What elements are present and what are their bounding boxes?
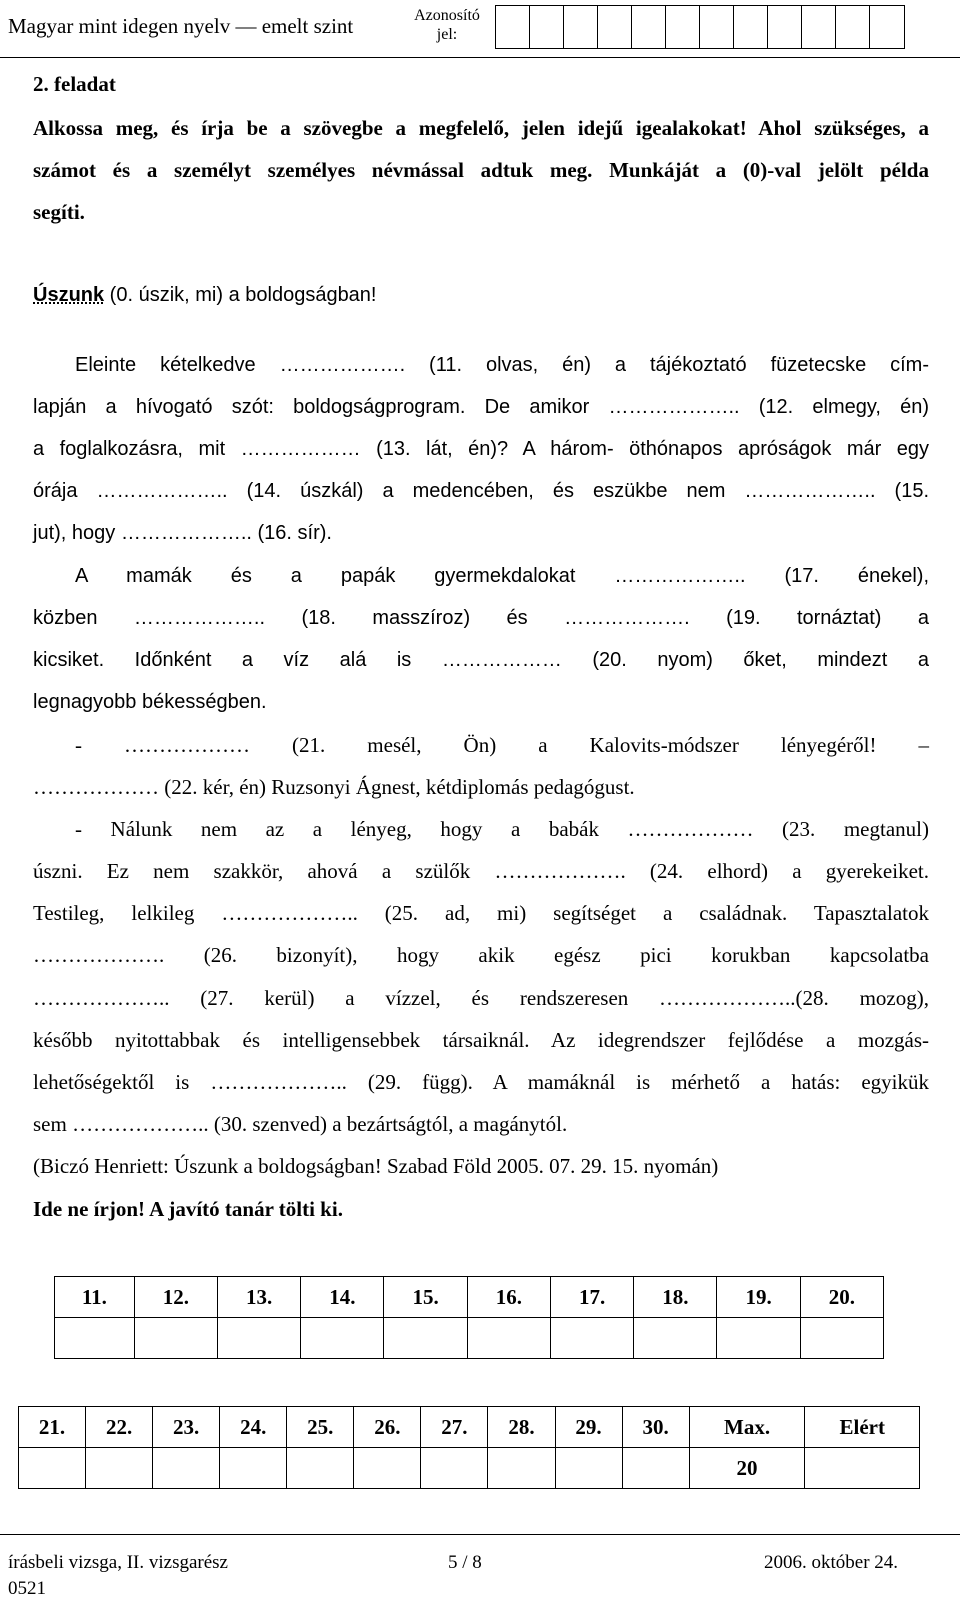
text-line-2: lapján a hívogató szót: boldogságprogram. De amikor ……………….. (12. elmegy, én) (33, 396, 929, 418)
score-input[interactable] (488, 1448, 555, 1489)
instruction-line-1: Alkossa meg, és írja be a szövegbe a megfelelő, jelen idejű igealakokat! Ahol szükséges, a (33, 116, 929, 140)
score-input[interactable] (717, 1318, 800, 1359)
dialog-line-1: - ……………… (21. mesél, Ön) a Kalovits-módszer lényegéről! – (75, 733, 929, 757)
dialog-line-7: ……………….. (27. kerül) a vízzel, és rendszeresen ………………..(28. mozog), (33, 986, 929, 1010)
score-cell: 30. (622, 1407, 689, 1448)
text-line-3: a foglalkozásra, mit ……………… (13. lát, én)? A három- öthónapos apróságok már egy (33, 438, 929, 460)
score-input[interactable] (550, 1318, 633, 1359)
achieved-points-input[interactable] (805, 1448, 920, 1489)
task-heading: 2. feladat (33, 72, 116, 96)
example-answer: Úszunk (33, 284, 105, 306)
score-input[interactable] (134, 1318, 217, 1359)
score-input[interactable] (55, 1318, 135, 1359)
score-input[interactable] (800, 1318, 883, 1359)
score-input[interactable] (220, 1448, 287, 1489)
score-table-2 (18, 1406, 920, 1489)
score-cell: 25. (287, 1407, 354, 1448)
score-cell: 17. (550, 1277, 633, 1318)
score-cell: 16. (467, 1277, 550, 1318)
text-line-1: Eleinte kételkedve ………………. (11. olvas, én) a tájékoztató füzetecske cím- (75, 354, 929, 376)
footer-divider (0, 1534, 960, 1535)
dialog-line-6: ………………. (26. bizonyít), hogy akik egész pici korukban kapcsolatba (33, 943, 929, 967)
text-line-9: legnagyobb békességben. (33, 691, 267, 713)
dialog-line-2: ……………… (22. kér, én) Ruzsonyi Ágnest, kétdiplomás pedagógust. (33, 775, 635, 799)
score-input[interactable] (86, 1448, 153, 1489)
score-cell: 22. (86, 1407, 153, 1448)
dialog-line-4: úszni. Ez nem szakkör, ahová a szülők ………………. (24. elhord) a gyerekeiket. (33, 859, 929, 883)
footer-code: 0521 (8, 1578, 46, 1599)
footer-exam-part: írásbeli vizsga, II. vizsgarész (8, 1552, 228, 1573)
source-citation: (Biczó Henriett: Úszunk a boldogságban! Szabad Föld 2005. 07. 29. 15. nyomán) (33, 1154, 719, 1178)
score-table-1 (54, 1276, 884, 1359)
text-line-6: A mamák és a papák gyermekdalokat ……………….. (17. énekel), (75, 565, 929, 587)
score-table-2-input-row[interactable] (19, 1448, 920, 1489)
instruction-line-3: segíti. (33, 200, 85, 224)
score-input[interactable] (153, 1448, 220, 1489)
header-divider (0, 57, 960, 58)
score-cell: 27. (421, 1407, 488, 1448)
instruction-line-2: számot és a személyt személyes névmással adtuk meg. Munkáját a (0)-val jelölt példa (33, 158, 929, 182)
text-line-7: közben ……………….. (18. masszíroz) és ………………. (19. tornáztat) a (33, 607, 929, 629)
score-cell: 13. (217, 1277, 300, 1318)
teacher-note: Ide ne írjon! A javító tanár tölti ki. (33, 1197, 343, 1221)
example-line (33, 284, 929, 307)
score-input[interactable] (421, 1448, 488, 1489)
dialog-line-9: lehetőségektől is ……………….. (29. függ). A mamáknál is mérhető a hatás: egyikük (33, 1070, 929, 1094)
footer-date: 2006. október 24. (764, 1552, 899, 1573)
score-input[interactable] (301, 1318, 384, 1359)
max-header: Max. (689, 1407, 805, 1448)
score-cell: 14. (301, 1277, 384, 1318)
score-cell: 19. (717, 1277, 800, 1318)
text-line-8: kicsiket. Időnként a víz alá is ……………… (20. nyom) őket, mindezt a (33, 649, 929, 671)
score-cell: 29. (555, 1407, 622, 1448)
score-input[interactable] (217, 1318, 300, 1359)
header-title: Magyar mint idegen nyelv — emelt szint (8, 14, 354, 38)
dialog-line-3: - Nálunk nem az a lényeg, hogy a babák ……………… (23. megtanul) (75, 817, 929, 841)
score-cell: 21. (19, 1407, 86, 1448)
max-points-value: 20 (689, 1448, 805, 1489)
score-cell: 18. (634, 1277, 717, 1318)
score-input[interactable] (19, 1448, 86, 1489)
text-line-4: órája ……………….. (14. úszkál) a medencében, és eszükbe nem ……………….. (15. (33, 480, 929, 502)
score-cell: 11. (55, 1277, 135, 1318)
score-input[interactable] (555, 1448, 622, 1489)
dialog-line-10: sem ……………….. (30. szenved) a bezártságtól, a magánytól. (33, 1112, 568, 1136)
score-cell: 24. (220, 1407, 287, 1448)
score-input[interactable] (384, 1318, 467, 1359)
score-cell: 23. (153, 1407, 220, 1448)
example-rest: (0. úszik, mi) a boldogságban! (104, 284, 377, 306)
score-input[interactable] (287, 1448, 354, 1489)
id-label: Azonosító jel: (414, 7, 480, 43)
score-cell: 20. (800, 1277, 883, 1318)
score-table-2-header (19, 1407, 920, 1448)
score-table-1-header (55, 1277, 884, 1318)
score-input[interactable] (634, 1318, 717, 1359)
dialog-line-5: Testileg, lelkileg ……………….. (25. ad, mi) segítséget a családnak. Tapasztalatok (33, 901, 929, 925)
score-input[interactable] (354, 1448, 421, 1489)
score-table-1-input-row[interactable] (55, 1318, 884, 1359)
score-input[interactable] (467, 1318, 550, 1359)
score-input[interactable] (622, 1448, 689, 1489)
id-code-boxes[interactable] (495, 5, 905, 49)
score-cell: 12. (134, 1277, 217, 1318)
score-cell: 28. (488, 1407, 555, 1448)
text-line-5: jut), hogy ……………….. (16. sír). (33, 522, 332, 544)
footer-page-number: 5 / 8 (448, 1552, 482, 1573)
achieved-header: Elért (805, 1407, 920, 1448)
score-cell: 26. (354, 1407, 421, 1448)
score-cell: 15. (384, 1277, 467, 1318)
dialog-line-8: később nyitottabbak és intelligensebbek társaiknál. Az idegrendszer fejlődése a mozgás- (33, 1028, 929, 1052)
